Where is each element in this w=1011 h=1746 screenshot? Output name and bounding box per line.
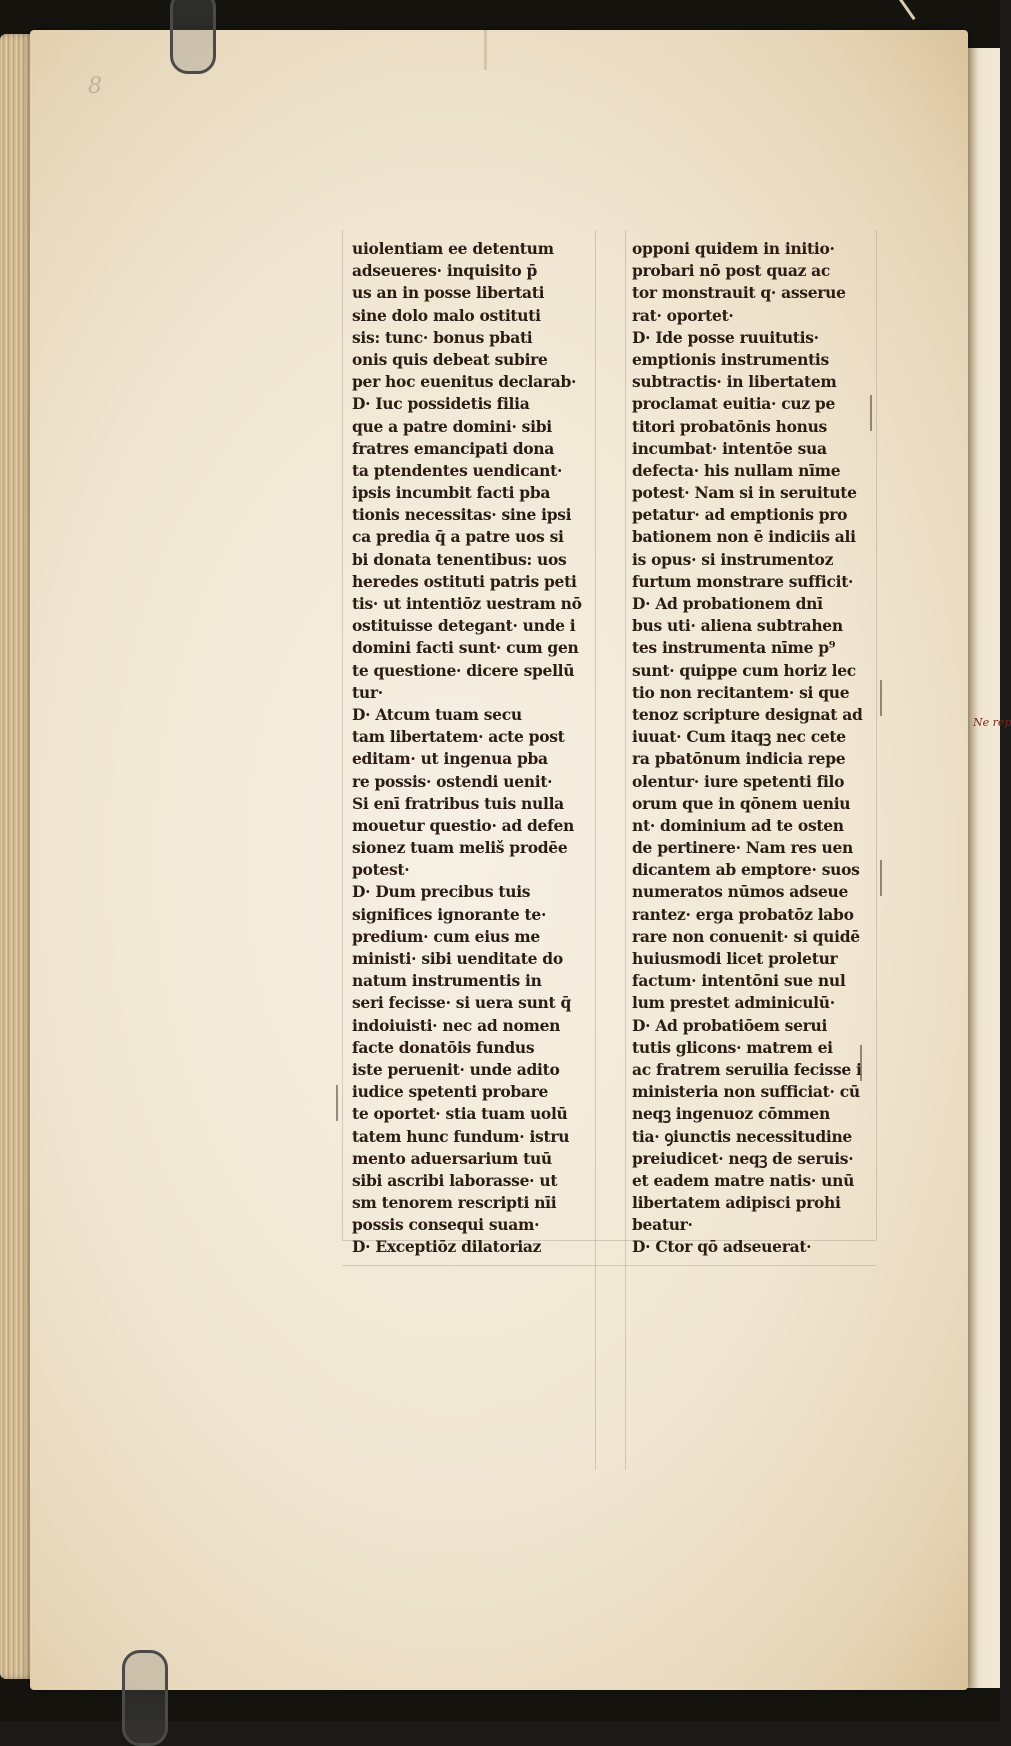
- manuscript-line: D· Iuc possidetis filia: [352, 394, 530, 414]
- manuscript-line: iste peruenit· unde adito: [352, 1059, 560, 1079]
- manuscript-line: de pertinere· Nam res uen: [632, 838, 854, 858]
- manuscript-line: tenoz scripture designat ad: [632, 704, 863, 724]
- text-column-left: [352, 238, 597, 1259]
- manuscript-line: D· Ctor qō adseuerat·: [632, 1237, 812, 1257]
- manuscript-line: petatur· ad emptionis pro: [632, 505, 848, 525]
- marginal-mark: [860, 1045, 864, 1081]
- manuscript-line: tur·: [352, 682, 383, 702]
- manuscript-line: bi donata tenentibus: uos: [352, 549, 567, 569]
- manuscript-line: D· Ad probatiōem serui: [632, 1015, 828, 1035]
- manuscript-line: iuuat· Cum itaqꝫ nec cete: [632, 727, 846, 747]
- manuscript-line: is opus· si instrumentoz: [632, 549, 834, 569]
- manuscript-line: lum prestet adminiculū·: [632, 993, 835, 1013]
- manuscript-line: iudice spetenti probare: [352, 1082, 549, 1102]
- manuscript-line: ipsis incumbit facti pba: [352, 483, 551, 503]
- manuscript-line: mouetur questio· ad defen: [352, 815, 575, 835]
- paper-clip-bottom: [122, 1650, 168, 1746]
- manuscript-line: et eadem matre natis· unū: [632, 1170, 855, 1190]
- manuscript-line: editam· ut ingenua pba: [352, 749, 548, 769]
- manuscript-line: opponi quidem in initio·: [632, 239, 835, 258]
- manuscript-line: tia· ꝯiunctis necessitudine: [632, 1126, 852, 1146]
- manuscript-line: ta ptendentes uendicant·: [352, 460, 563, 480]
- manuscript-line: ministi· sibi uenditate do: [352, 949, 563, 968]
- manuscript-line: tutis glicons· matrem ei: [632, 1037, 833, 1057]
- manuscript-line: beatur·: [632, 1215, 693, 1235]
- manuscript-line: rantez· erga probatōz labo: [632, 904, 854, 924]
- manuscript-line: ostituisse detegant· unde i: [352, 616, 576, 636]
- manuscript-line: indoiuisti· nec ad nomen: [352, 1015, 561, 1035]
- facing-page-edge: [965, 48, 1000, 1688]
- manuscript-line: us an in posse libertati: [352, 283, 545, 303]
- manuscript-line: D· Ide posse ruuitutis·: [632, 327, 819, 347]
- manuscript-line: que a patre domini· sibi: [352, 416, 552, 436]
- manuscript-line: sunt· quippe cum horiz lec: [632, 660, 856, 680]
- manuscript-line: te oportet· stia tuam uolū: [352, 1104, 568, 1124]
- manuscript-line: tis· ut intentiōz uestram nō: [352, 594, 582, 613]
- manuscript-line: possis consequi suam·: [352, 1215, 540, 1235]
- manuscript-line: sibi ascribi laborasse· ut: [352, 1170, 558, 1190]
- manuscript-line: subtractis· in libertatem: [632, 372, 837, 392]
- manuscript-line: potest·: [352, 860, 410, 880]
- manuscript-line: domini facti sunt· cum gen: [352, 638, 579, 658]
- manuscript-line: dicantem ab emptore· suos: [632, 860, 860, 880]
- manuscript-line: libertatem adipisci prohi: [632, 1193, 841, 1213]
- manuscript-line: fratres emancipati dona: [352, 438, 555, 458]
- manuscript-line: seri fecisse· si uera sunt q̄: [352, 993, 572, 1013]
- manuscript-line: tatem hunc fundum· istru: [352, 1126, 570, 1146]
- manuscript-line: onis quis debeat subire: [352, 349, 548, 369]
- manuscript-line: D· Ad probationem dnī: [632, 594, 823, 613]
- marginal-mark: [880, 860, 884, 896]
- manuscript-line: tio non recitantem· si que: [632, 682, 850, 702]
- manuscript-line: ca predia q̄ a patre uos si: [352, 527, 564, 547]
- manuscript-line: te questione· dicere spellū: [352, 660, 575, 680]
- manuscript-line: mento aduersarium tuū: [352, 1148, 552, 1168]
- manuscript-line: huiusmodi licet proletur: [632, 949, 838, 968]
- manuscript-line: Si enī fratribus tuis nulla: [352, 793, 564, 813]
- manuscript-line: ministeria non sufficiat· cū: [632, 1082, 860, 1102]
- manuscript-line: furtum monstrare sufficit·: [632, 571, 854, 591]
- manuscript-line: tor monstrauit q· asserue: [632, 283, 846, 303]
- manuscript-line: sionez tuam meliš prodēe: [352, 838, 568, 858]
- manuscript-line: orum que in qōnem ueniu: [632, 793, 851, 813]
- manuscript-line: natum instrumentis in: [352, 971, 542, 991]
- manuscript-line: bationem non ē indiciis ali: [632, 527, 856, 547]
- ruling-line: [625, 230, 626, 1470]
- manuscript-line: preiudicet· neqꝫ de seruis·: [632, 1148, 854, 1168]
- manuscript-line: nt· dominium ad te osten: [632, 815, 844, 835]
- ruling-line: [342, 1265, 876, 1266]
- manuscript-line: facte donatōis fundus: [352, 1037, 535, 1057]
- manuscript-line: rat· oportet·: [632, 305, 734, 325]
- manuscript-line: emptionis instrumentis: [632, 349, 829, 369]
- manuscript-line: neqꝫ ingenuoz cōmmen: [632, 1104, 830, 1124]
- manuscript-line: tam libertatem· acte post: [352, 727, 565, 747]
- manuscript-line: sm tenorem rescripti nīi: [352, 1193, 557, 1213]
- marginal-mark: [880, 680, 884, 716]
- manuscript-line: rare non conuenit· si quidē: [632, 926, 860, 946]
- ruling-line: [342, 230, 343, 1240]
- manuscript-line: bus uti· aliena subtrahen: [632, 616, 843, 636]
- manuscript-line: uiolentiam ee detentum: [352, 239, 554, 258]
- marginal-mark: [870, 395, 874, 431]
- manuscript-line: titori probatōnis honus: [632, 416, 827, 436]
- marginal-mark: [336, 1085, 340, 1121]
- manuscript-line: olentur· iure spetenti filo: [632, 771, 845, 791]
- manuscript-line: per hoc euenitus declarab·: [352, 372, 577, 392]
- manuscript-line: D· Exceptiōz dilatoriaz: [352, 1237, 542, 1257]
- manuscript-line: sine dolo malo ostituti: [352, 305, 541, 325]
- manuscript-line: potest· Nam si in seruitute: [632, 483, 857, 503]
- manuscript-line: defecta· his nullam nīme: [632, 460, 841, 480]
- manuscript-line: ac fratrem seruilia fecisse i: [632, 1059, 862, 1079]
- facing-page-text: Ne rep: [973, 716, 1011, 729]
- manuscript-line: ra pbatōnum indicia repe: [632, 749, 846, 769]
- folio-number: 8: [88, 74, 102, 99]
- manuscript-line: proclamat euitia· cuz pe: [632, 394, 836, 414]
- manuscript-line: heredes ostituti patris peti: [352, 571, 577, 591]
- manuscript-line: numeratos nūmos adseue: [632, 882, 849, 902]
- manuscript-line: D· Dum precibus tuis: [352, 882, 531, 902]
- manuscript-line: re possis· ostendi uenit·: [352, 771, 553, 791]
- manuscript-line: adseueres· inquisito p̄: [352, 261, 538, 281]
- manuscript-line: predium· cum eius me: [352, 926, 540, 946]
- manuscript-line: probari nō post quaz ac: [632, 261, 831, 281]
- manuscript-line: tes instrumenta nīme p⁹: [632, 638, 836, 658]
- manuscript-line: significes ignorante te·: [352, 904, 547, 924]
- leaf-fold: [484, 30, 487, 70]
- manuscript-line: factum· intentōni sue nul: [632, 971, 846, 991]
- manuscript-line: incumbat· intentōe sua: [632, 438, 827, 458]
- text-column-right: [632, 238, 877, 1259]
- paper-clip-top: [170, 0, 216, 74]
- manuscript-line: tionis necessitas· sine ipsi: [352, 505, 572, 525]
- manuscript-line: D· Atcum tuam secu: [352, 704, 522, 724]
- manuscript-line: sis: tunc· bonus pbati: [352, 327, 533, 347]
